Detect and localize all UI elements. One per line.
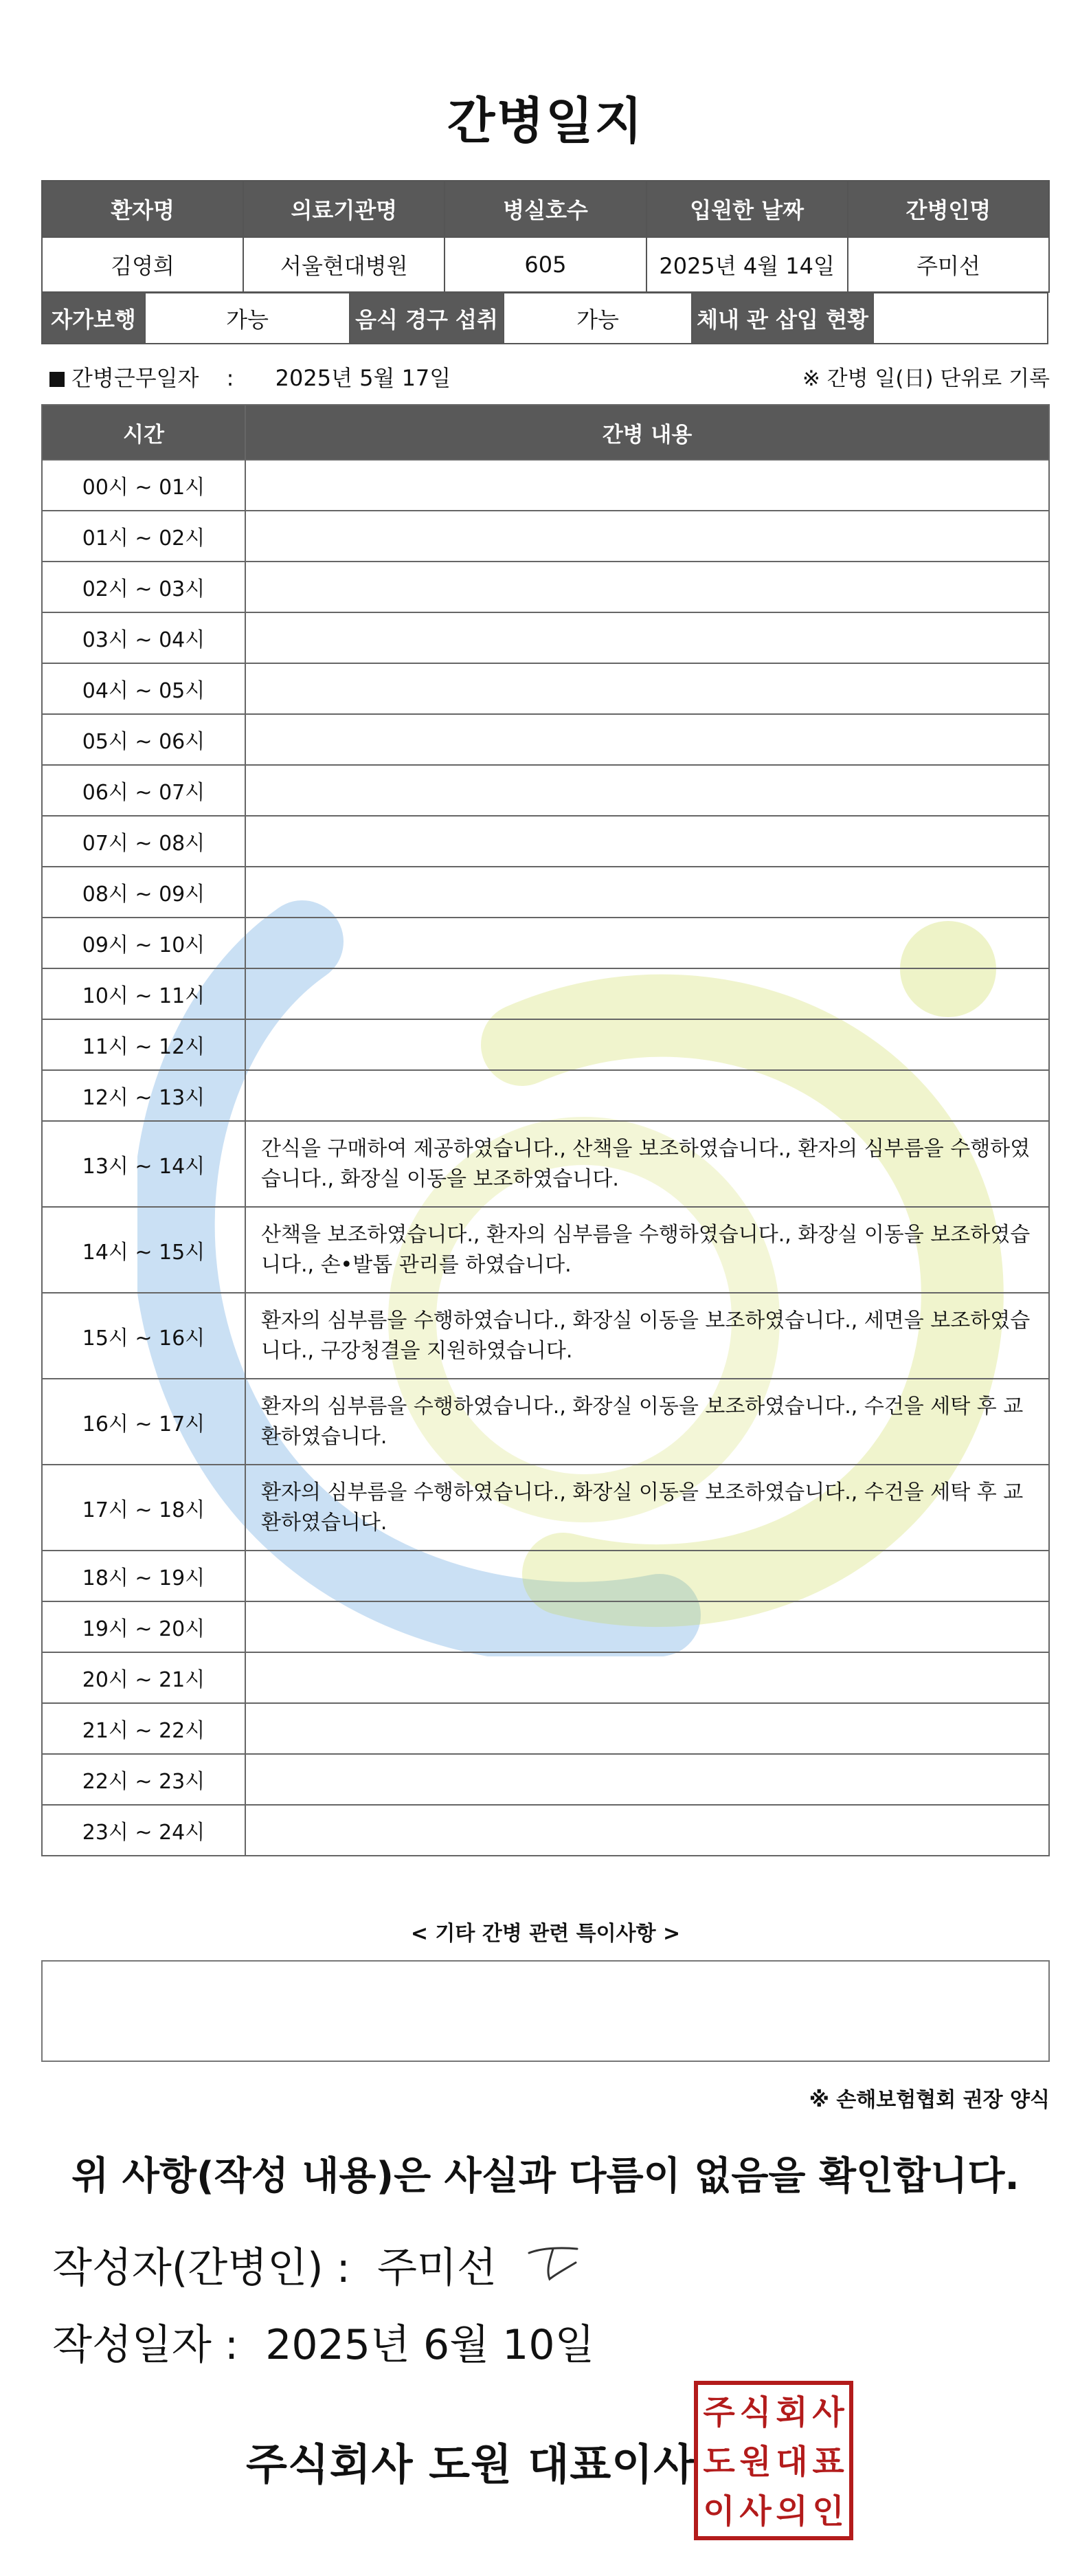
log-time: 10시 ~ 11시 <box>42 968 245 1019</box>
seal-character: 대 <box>776 2443 808 2481</box>
work-date-value: 2025년 5월 17일 <box>275 365 451 391</box>
care-log-row <box>42 714 1049 765</box>
log-time: 15시 ~ 16시 <box>42 1293 245 1379</box>
log-content <box>245 1652 1049 1703</box>
self-walk-label: 자가보행 <box>41 292 146 344</box>
log-time: 13시 ~ 14시 <box>42 1121 245 1207</box>
care-log-row <box>42 1805 1049 1856</box>
oral-intake-label: 음식 경구 섭취 <box>349 292 504 344</box>
care-log-table <box>41 404 1050 1856</box>
log-content <box>245 1601 1049 1652</box>
etc-section-title: < 기타 간병 관련 특이사항 > <box>410 1922 681 1946</box>
hospital-name: 서울현대병원 <box>243 237 445 292</box>
seal-character: 식 <box>739 2393 772 2432</box>
log-content <box>245 918 1049 968</box>
col-hospital: 의료기관명 <box>243 181 445 237</box>
log-content: 산책을 보조하였습니다., 환자의 심부름을 수행하였습니다., 화장실 이동을 보조하였습니다., 손•발톱 관리를 하였습니다. <box>245 1207 1049 1293</box>
log-time: 12시 ~ 13시 <box>42 1070 245 1121</box>
written-date-value: 2025년 6월 10일 <box>265 2321 595 2369</box>
care-log-row <box>42 511 1049 562</box>
care-log-row <box>42 1070 1049 1121</box>
log-time: 00시 ~ 01시 <box>42 460 245 511</box>
log-content: 환자의 심부름을 수행하였습니다., 화장실 이동을 보조하였습니다., 수건을 세탁 후 교환하였습니다. <box>245 1465 1049 1551</box>
col-time: 시간 <box>42 405 245 460</box>
seal-character: 회 <box>776 2393 808 2432</box>
care-log-row <box>42 1754 1049 1805</box>
patient-info-value-row <box>42 237 1049 292</box>
log-content <box>245 1070 1049 1121</box>
log-time: 03시 ~ 04시 <box>42 612 245 663</box>
patient-info-header-row <box>42 181 1049 237</box>
patient-name: 김영희 <box>42 237 243 292</box>
col-patient-name: 환자명 <box>42 181 243 237</box>
care-log-row <box>42 1207 1049 1293</box>
log-content <box>245 511 1049 562</box>
log-time: 16시 ~ 17시 <box>42 1379 245 1465</box>
oral-intake-value: 가능 <box>503 292 693 344</box>
log-time: 11시 ~ 12시 <box>42 1019 245 1070</box>
log-content <box>245 1703 1049 1754</box>
log-content <box>245 968 1049 1019</box>
log-time: 18시 ~ 19시 <box>42 1551 245 1601</box>
care-log-row <box>42 1465 1049 1551</box>
caregiver-name: 주미선 <box>848 237 1049 292</box>
log-time: 23시 ~ 24시 <box>42 1805 245 1856</box>
log-time: 02시 ~ 03시 <box>42 562 245 612</box>
confirm-statement: 위 사항(작성 내용)은 사실과 다름이 없음을 확인합니다. <box>71 2154 1020 2199</box>
care-log-row <box>42 968 1049 1019</box>
care-log-row <box>42 1121 1049 1207</box>
work-date <box>49 361 451 392</box>
care-log-row <box>42 1293 1049 1379</box>
log-time: 14시 ~ 15시 <box>42 1207 245 1293</box>
patient-info-table <box>41 180 1050 293</box>
care-log-row <box>42 1019 1049 1070</box>
handwritten-signature <box>522 2232 584 2287</box>
log-content <box>245 612 1049 663</box>
col-admission-date: 입원한 날짜 <box>646 181 848 237</box>
log-content <box>245 663 1049 714</box>
log-content <box>245 867 1049 918</box>
log-time: 22시 ~ 23시 <box>42 1754 245 1805</box>
recommend-note: ※ 손해보험협회 권장 양식 <box>809 2088 1050 2112</box>
care-log-row <box>42 1551 1049 1601</box>
log-content <box>245 816 1049 867</box>
log-content <box>245 1551 1049 1601</box>
log-time: 20시 ~ 21시 <box>42 1652 245 1703</box>
log-content: 환자의 심부름을 수행하였습니다., 화장실 이동을 보조하였습니다., 수건을 세탁 후 교환하였습니다. <box>245 1379 1049 1465</box>
log-content: 환자의 심부름을 수행하였습니다., 화장실 이동을 보조하였습니다., 세면을 보조하였습니다., 구강청결을 지원하였습니다. <box>245 1293 1049 1379</box>
care-log-row <box>42 1601 1049 1652</box>
care-log-row <box>42 612 1049 663</box>
log-time: 21시 ~ 22시 <box>42 1703 245 1754</box>
care-log-row <box>42 765 1049 816</box>
author-line <box>52 2235 497 2294</box>
seal-character: 표 <box>812 2443 844 2481</box>
care-log-row <box>42 1703 1049 1754</box>
etc-notes-box <box>41 1960 1050 2062</box>
log-content <box>245 714 1049 765</box>
self-walk-value: 가능 <box>144 292 350 344</box>
written-date-line <box>52 2312 594 2371</box>
col-content: 간병 내용 <box>245 405 1049 460</box>
company-representative: 주식회사 도원 대표이사 <box>246 2439 696 2489</box>
author-label: 작성자(간병인) : <box>52 2244 350 2292</box>
seal-character: 도 <box>703 2443 735 2481</box>
seal-character: 인 <box>812 2492 844 2531</box>
care-log-row <box>42 918 1049 968</box>
log-time: 04시 ~ 05시 <box>42 663 245 714</box>
log-time: 01시 ~ 02시 <box>42 511 245 562</box>
log-time: 06시 ~ 07시 <box>42 765 245 816</box>
seal-character: 의 <box>776 2492 808 2531</box>
care-log-header <box>42 405 1049 460</box>
log-content <box>245 1805 1049 1856</box>
seal-character: 사 <box>812 2393 844 2432</box>
written-date-label: 작성일자 : <box>52 2321 239 2369</box>
log-time: 09시 ~ 10시 <box>42 918 245 968</box>
log-time: 08시 ~ 09시 <box>42 867 245 918</box>
col-caregiver: 간병인명 <box>848 181 1049 237</box>
work-date-label: 간병근무일자 <box>71 365 199 391</box>
care-log-row <box>42 1652 1049 1703</box>
page-title: 간병일지 <box>447 92 644 150</box>
log-content <box>245 1754 1049 1805</box>
author-name: 주미선 <box>376 2244 497 2292</box>
log-time: 17시 ~ 18시 <box>42 1465 245 1551</box>
col-room: 병실호수 <box>445 181 646 237</box>
log-content <box>245 460 1049 511</box>
company-seal-stamp <box>694 2381 853 2540</box>
patient-status-row <box>41 292 1050 344</box>
care-log-row <box>42 816 1049 867</box>
log-content <box>245 765 1049 816</box>
log-time: 07시 ~ 08시 <box>42 816 245 867</box>
log-content <box>245 1019 1049 1070</box>
care-log-row <box>42 663 1049 714</box>
seal-character: 원 <box>739 2443 772 2481</box>
log-content <box>245 562 1049 612</box>
work-date-separator: : <box>226 365 234 391</box>
log-content: 간식을 구매하여 제공하였습니다., 산책을 보조하였습니다., 환자의 심부름을 수행하였습니다., 화장실 이동을 보조하였습니다. <box>245 1121 1049 1207</box>
unit-note: ※ 간병 일(日) 단위로 기록 <box>802 366 1050 391</box>
care-log-row <box>42 562 1049 612</box>
admission-date: 2025년 4월 14일 <box>646 237 848 292</box>
insertion-label: 체내 관 삽입 현황 <box>691 292 874 344</box>
seal-character: 주 <box>703 2393 735 2432</box>
care-log-row <box>42 460 1049 511</box>
seal-character: 사 <box>739 2492 772 2531</box>
room-number: 605 <box>445 237 646 292</box>
care-log-row <box>42 1379 1049 1465</box>
square-bullet-icon <box>49 372 65 387</box>
log-time: 19시 ~ 20시 <box>42 1601 245 1652</box>
insertion-value <box>873 292 1048 344</box>
care-log-row <box>42 867 1049 918</box>
seal-character: 이 <box>703 2492 735 2531</box>
log-time: 05시 ~ 06시 <box>42 714 245 765</box>
